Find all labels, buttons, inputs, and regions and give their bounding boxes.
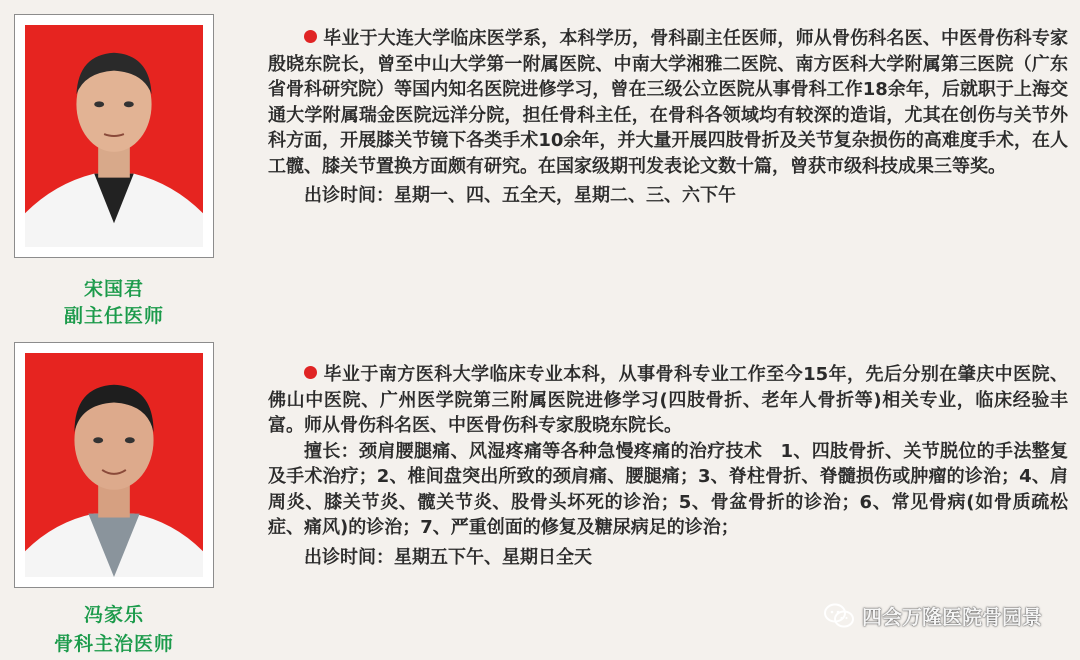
watermark-text: 四会万隆医院骨园景: [862, 605, 1042, 629]
bullet-dot-icon: [304, 30, 317, 43]
bio-text: 毕业于南方医科大学临床专业本科，从事骨科专业工作至今15年，先后分别在肇庆中医院、佛山中医院、广州医学院第三附属医院进修学习(四肢骨折、老年人骨折等)相关专业，临床经验丰富。师从骨伤科名医、中医骨伤科专家殷晓东院长。: [268, 364, 1068, 436]
specialty-text: 擅长：颈肩腰腿痛、风湿疼痛等各种急慢疼痛的治疗技术 1、四肢骨折、关节脱位的手法整复及手术治疗；2、椎间盘突出所致的颈肩痛、腰腿痛；3、脊柱骨折、脊髓损伤或肿瘤的诊治；4、肩周炎、膝关节炎、髋关节炎、股骨头坏死的诊治；5、骨盆骨折的诊治；6、常见骨病(如骨质疏松症、痛风)的诊治；7、严重创面的修复及糖尿病足的诊治；: [268, 440, 1068, 538]
schedule-text: 出诊时间：星期五下午、星期日全天: [304, 546, 592, 568]
wechat-icon: [824, 603, 854, 629]
bio-text: 毕业于大连大学临床医学系，本科学历，骨科副主任医师，师从骨伤科名医、中医骨伤科专家殷晓东院长，曾至中山大学第一附属医院、中南大学湘雅二医院、南方医科大学附属第三医院（广东省骨科研究院）等国内知名医院进修学习，曾在三级公立医院从事骨科工作18余年，后就职于上海交通大学附属瑞金医院远洋分院，担任骨科主任，在骨科各领域均有较深的造诣，尤其在创伤与关节外科方面，开展膝关节镜下各类手术10余年，并大量开展四肢骨折及关节复杂损伤的高难度手术，在人工髋、膝关节置换方面颇有研究。在国家级期刊发表论文数十篇，曾获市级科技成果三等奖。: [268, 28, 1068, 177]
watermark: [824, 601, 1042, 630]
doctor-photo-frame: [14, 342, 214, 588]
doctor-bio: [268, 26, 1068, 209]
doctor-name: 宋国君: [83, 278, 144, 300]
bullet-dot-icon: [304, 366, 317, 379]
doctor-photo: [25, 25, 203, 247]
doctor-title: 骨科主治医师: [53, 633, 174, 655]
doctor-name: 冯家乐: [83, 604, 144, 626]
schedule-text: 出诊时间：星期一、四、五全天，星期二、三、六下午: [304, 185, 736, 206]
doctor-title: 副主任医师: [63, 305, 164, 327]
doctor-bio: [268, 362, 1068, 570]
doctor-photo-frame: [14, 14, 214, 258]
doctor-photo: [25, 353, 203, 577]
